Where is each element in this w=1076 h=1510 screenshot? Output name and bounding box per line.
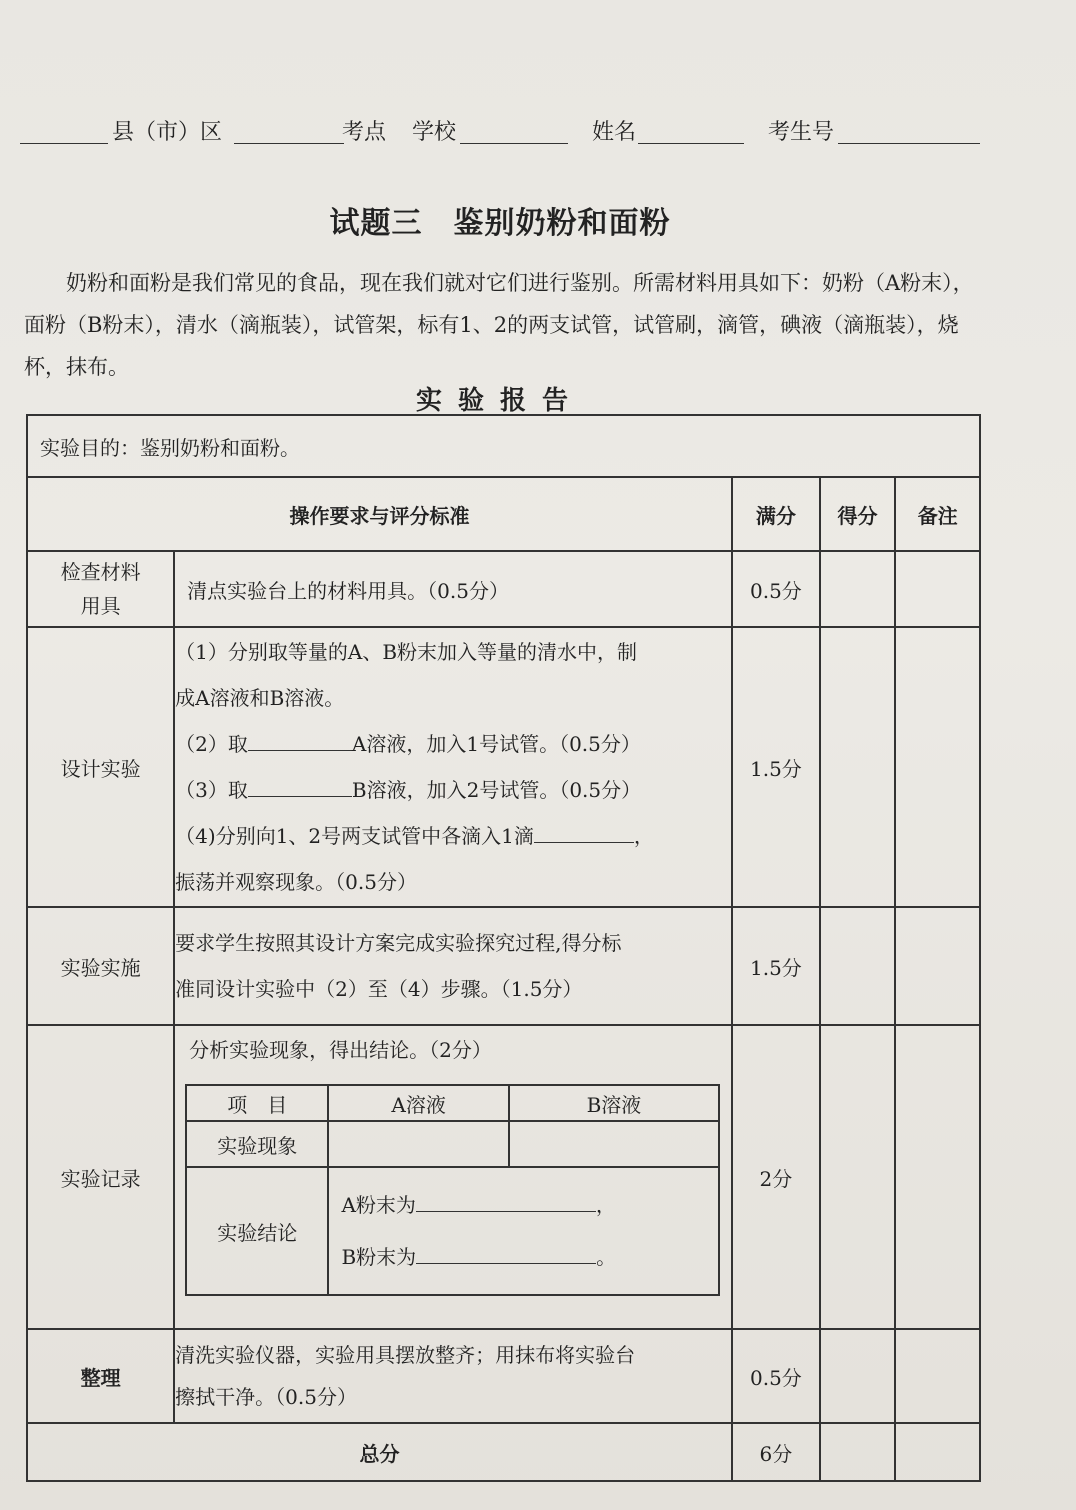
- design-step1-line1: （1）分别取等量的A、B粉末加入等量的清水中，制: [175, 640, 638, 664]
- record-row: [27, 1025, 980, 1329]
- design-step2-post: A溶液，加入1号试管。（0.5分）: [351, 732, 641, 756]
- record-label: 实验记录: [27, 1025, 174, 1329]
- a-powder-end: ，: [595, 1193, 616, 1217]
- record-intro: 分析实验现象，得出结论。（2分）: [189, 1038, 492, 1062]
- purpose-row: [27, 415, 980, 477]
- design-step4-post: ，: [633, 824, 654, 848]
- cleanup-label: 整理: [27, 1329, 174, 1423]
- cleanup-score-cell[interactable]: [820, 1329, 896, 1423]
- intro-paragraph: 奶粉和面粉是我们常见的食品，现在我们就对它们进行鉴别。所需材料用具如下：奶粉（A粉末），面粉（B粉末），清水（滴瓶装），试管架，标有1、2的两支试管，试管刷，滴管，碘液（滴瓶装），烧杯，抹布。: [24, 271, 974, 379]
- record-remarks-cell[interactable]: [895, 1025, 980, 1329]
- full-score-header: 满分: [732, 477, 820, 551]
- cleanup-line2: 擦拭干净。（0.5分）: [175, 1385, 357, 1409]
- step4-answer-blank[interactable]: [534, 824, 634, 843]
- a-powder-label: A粉末为: [341, 1193, 416, 1217]
- implement-row: [27, 907, 980, 1025]
- step3-answer-blank[interactable]: [248, 778, 352, 797]
- implement-full-score: 1.5分: [732, 907, 820, 1025]
- check-score-cell[interactable]: [820, 551, 896, 627]
- report-table: [26, 414, 981, 1482]
- design-step2: [175, 721, 731, 767]
- design-step2-pre: （2）取: [175, 732, 248, 756]
- check-remarks-cell[interactable]: [895, 551, 980, 627]
- exam-number-label: 考生号: [768, 120, 835, 145]
- design-step1-line2: 成A溶液和B溶液。: [175, 686, 345, 710]
- implement-content: [174, 907, 732, 1025]
- conclusion-content: [328, 1167, 719, 1295]
- design-score-cell[interactable]: [820, 627, 896, 907]
- b-powder-line: [341, 1231, 718, 1283]
- b-powder-label: B粉末为: [341, 1245, 417, 1269]
- implement-line1: 要求学生按照其设计方案完成实验探究过程,得分标: [175, 931, 622, 955]
- design-step3: [175, 767, 731, 813]
- design-step4-line2: 振荡并观察现象。（0.5分）: [175, 870, 417, 894]
- score-header: 得分: [820, 477, 896, 551]
- b-solution-header: B溶液: [509, 1085, 719, 1121]
- design-full-score: 1.5分: [732, 627, 820, 907]
- b-phenomenon-cell[interactable]: [509, 1121, 719, 1167]
- item-header: 项 目: [186, 1085, 328, 1121]
- school-blank[interactable]: [460, 142, 568, 144]
- report-title: 实验报告: [415, 386, 584, 416]
- cleanup-full-score: 0.5分: [732, 1329, 820, 1423]
- b-powder-blank[interactable]: [416, 1245, 596, 1264]
- b-powder-end: 。: [596, 1245, 617, 1269]
- design-step3-pre: （3）取: [175, 778, 248, 802]
- conclusion-row: [186, 1167, 719, 1295]
- a-phenomenon-cell[interactable]: [328, 1121, 508, 1167]
- cleanup-row: [27, 1329, 980, 1423]
- criteria-header: 操作要求与评分标准: [27, 477, 732, 551]
- question-title: 试题三 鉴别奶粉和面粉: [329, 206, 671, 241]
- check-label: [27, 551, 174, 627]
- cleanup-line1: 清洗实验仪器，实验用具摆放整齐；用抹布将实验台: [175, 1343, 636, 1367]
- total-row: [27, 1423, 980, 1481]
- step2-answer-blank[interactable]: [248, 732, 352, 751]
- a-solution-header: A溶液: [328, 1085, 508, 1121]
- implement-label: 实验实施: [27, 907, 174, 1025]
- experiment-purpose: 实验目的：鉴别奶粉和面粉。: [27, 415, 980, 477]
- column-header-row: [27, 477, 980, 551]
- exam-number-blank[interactable]: [838, 142, 980, 144]
- record-score-cell[interactable]: [820, 1025, 896, 1329]
- design-step4: [175, 813, 731, 859]
- name-label: 姓名: [592, 120, 637, 145]
- design-remarks-cell[interactable]: [895, 627, 980, 907]
- implement-line2: 准同设计实验中（2）至（4）步骤。（1.5分）: [175, 977, 583, 1001]
- county-label: 县（市）区: [112, 120, 223, 145]
- phenomenon-row: [186, 1121, 719, 1167]
- county-blank[interactable]: [20, 142, 108, 144]
- record-table: [185, 1084, 720, 1296]
- name-blank[interactable]: [638, 142, 744, 144]
- check-row: [27, 551, 980, 627]
- total-label: 总分: [27, 1423, 732, 1481]
- total-score-cell[interactable]: [820, 1423, 896, 1481]
- total-full-score: 6分: [732, 1423, 820, 1481]
- school-label: 学校: [412, 120, 457, 145]
- remarks-header: 备注: [895, 477, 980, 551]
- conclusion-label: 实验结论: [186, 1167, 328, 1295]
- exam-site-label: 考点: [342, 120, 387, 145]
- check-label-line1: 检查材料: [60, 560, 141, 584]
- implement-score-cell[interactable]: [820, 907, 896, 1025]
- design-step3-post: B溶液，加入2号试管。（0.5分）: [351, 778, 642, 802]
- student-info-line: [20, 112, 985, 152]
- design-step4-pre: （4)分别向1、2号两支试管中各滴入1滴: [175, 824, 534, 848]
- implement-remarks-cell[interactable]: [895, 907, 980, 1025]
- phenomenon-label: 实验现象: [186, 1121, 328, 1167]
- cleanup-content: [174, 1329, 732, 1423]
- total-remarks-cell[interactable]: [895, 1423, 980, 1481]
- record-content: [174, 1025, 732, 1329]
- a-powder-line: [341, 1179, 718, 1231]
- design-label: 设计实验: [27, 627, 174, 907]
- check-label-line2: 用具: [80, 594, 121, 618]
- a-powder-blank[interactable]: [416, 1193, 596, 1212]
- design-content: [174, 627, 732, 907]
- record-full-score: 2分: [732, 1025, 820, 1329]
- record-header-row: [186, 1085, 719, 1121]
- design-row: [27, 627, 980, 907]
- cleanup-remarks-cell[interactable]: [895, 1329, 980, 1423]
- check-content: 清点实验台上的材料用具。（0.5分）: [174, 551, 732, 627]
- check-full-score: 0.5分: [732, 551, 820, 627]
- district-blank[interactable]: [234, 142, 344, 144]
